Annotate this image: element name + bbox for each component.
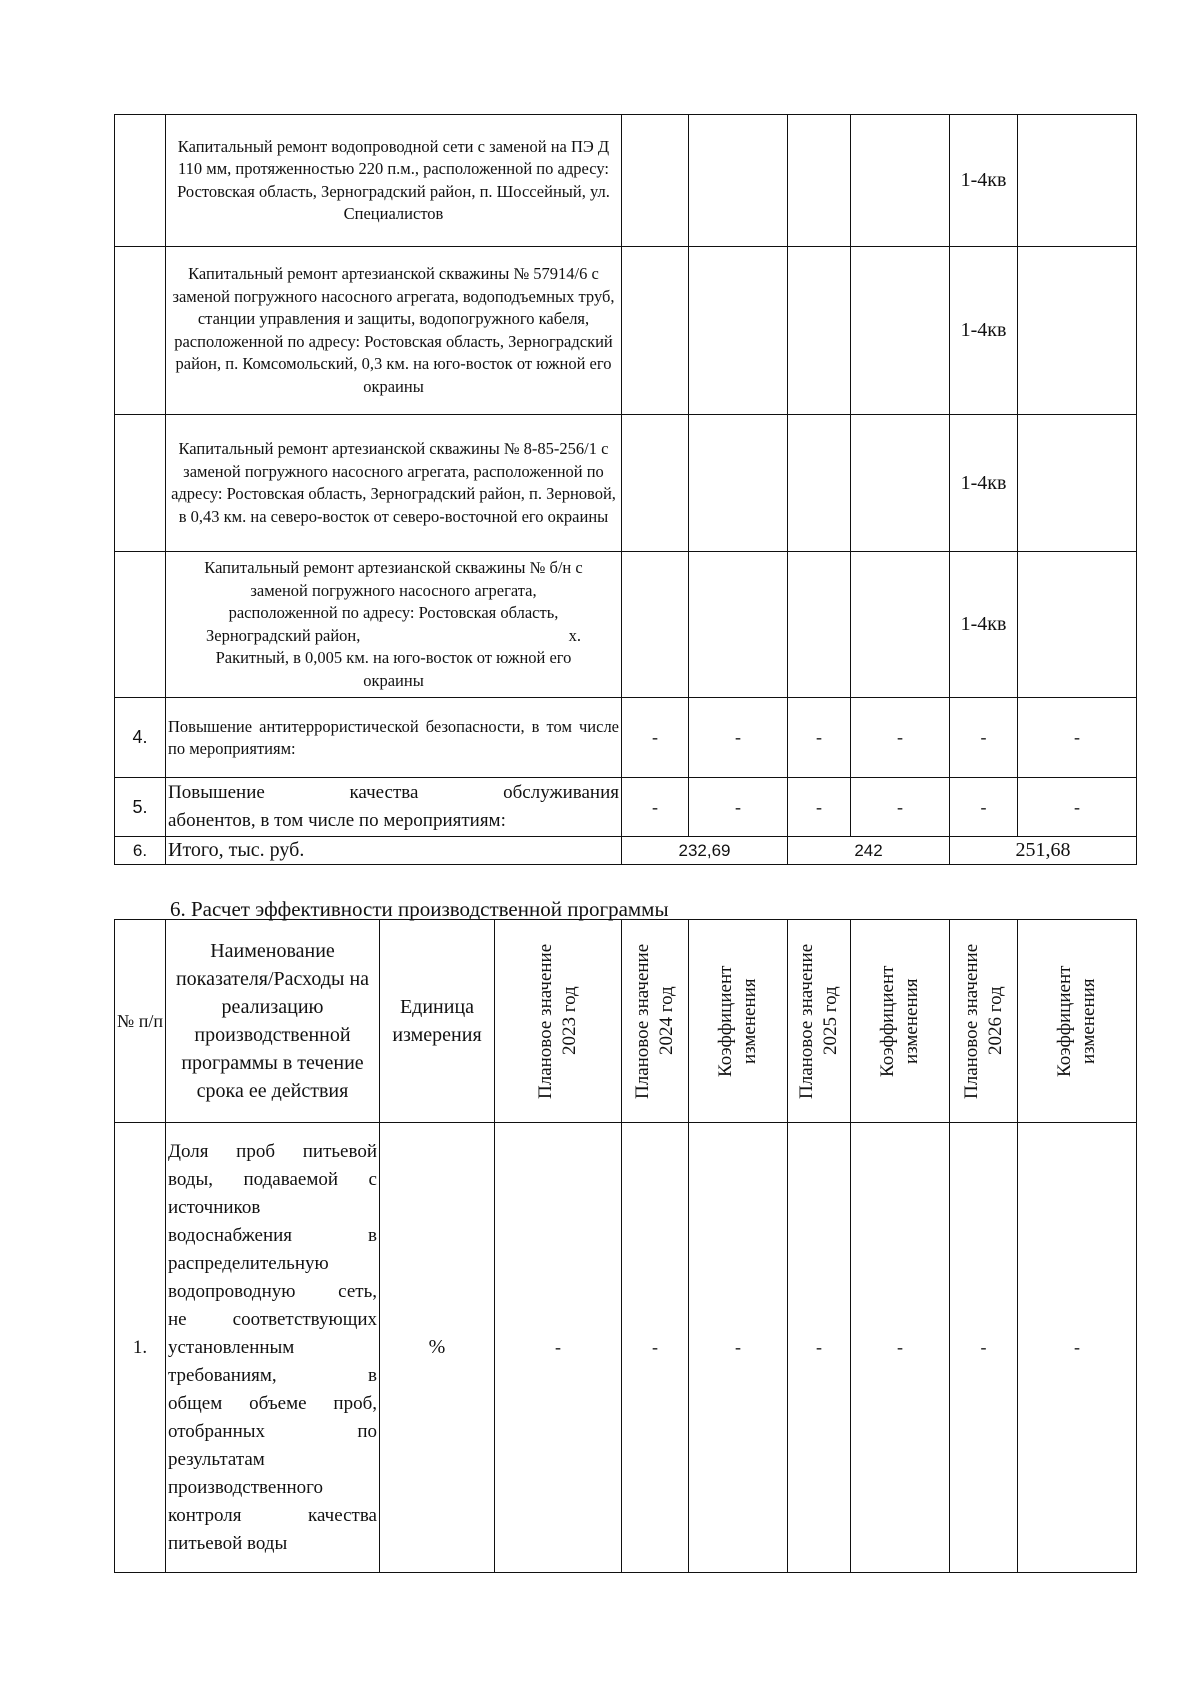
- header-plan-2023: Плановое значение 2023 год: [535, 943, 580, 1099]
- header-coef-2: Коэффициент изменения: [877, 965, 922, 1077]
- row-number: 1.: [115, 1123, 166, 1573]
- section-title: 6. Расчет эффективности производственной программы: [170, 897, 669, 921]
- table-row: [115, 552, 1137, 698]
- measure-period: 1-4кв: [950, 115, 1018, 247]
- measure-period: 1-4кв: [950, 552, 1018, 698]
- header-name: Наименование показателя/Расходы на реализацию производственной программы в течение срока ее действия: [166, 920, 380, 1123]
- table-row: [115, 415, 1137, 552]
- header-coef-1: Коэффициент изменения: [715, 965, 760, 1077]
- header-plan-2025: Плановое значение 2025 год: [796, 943, 841, 1099]
- measure-period: 1-4кв: [950, 415, 1018, 552]
- total-label: Итого, тыс. руб.: [166, 837, 622, 865]
- header-num: № п/п: [115, 920, 166, 1123]
- table-row: 4. Повышение антитеррористической безопасности, в том числе по мероприятиям: - - - - - -: [115, 698, 1137, 778]
- measure-period: 1-4кв: [950, 247, 1018, 415]
- total-2025: 242: [788, 837, 950, 865]
- row-number: 4.: [115, 698, 166, 778]
- measure-description: Капитальный ремонт артезианской скважины № 57914/6 с заменой погружного насосного агрегата, водоподъемных труб, станции управления и защиты, водопогружного кабеля, расположенной по адресу: Ростовская область, Зерноградский район, п. Комсомольский, 0,3 км. на юго-восток от южной его окраины: [166, 247, 622, 415]
- header-unit: Единица измерения: [380, 920, 495, 1123]
- program-table-top: [114, 114, 1137, 865]
- table-row: [115, 115, 1137, 247]
- table-row: 5. Повышение качества обслуживания абонентов, в том числе по мероприятиям: - - - - - -: [115, 778, 1137, 837]
- efficiency-table: [114, 919, 1137, 1573]
- row-text: Повышение качества обслуживания абонентов, в том числе по мероприятиям:: [166, 778, 622, 837]
- total-2024: 232,69: [622, 837, 788, 865]
- header-plan-2026: Плановое значение 2026 год: [960, 943, 1006, 1099]
- measure-description: Капитальный ремонт водопроводной сети с заменой на ПЭ Д 110 мм, протяженностью 220 п.м., расположенной по адресу: Ростовская область, Зерноградский район, п. Шоссейный, ул. Специалистов: [166, 115, 622, 247]
- header-row: [115, 920, 1137, 1123]
- header-plan-2024: Плановое значение 2024 год: [632, 943, 677, 1099]
- measure-description: Капитальный ремонт артезианской скважины № 8-85-256/1 с заменой погружного насосного агрегата, расположенной по адресу: Ростовская область, Зерноградский район, п. Зерновой, в 0,43 км. на северо-восток от северо-восточной его окраины: [166, 415, 622, 552]
- row-number: 6.: [115, 837, 166, 865]
- row-text: Повышение антитеррористической безопасности, в том числе по мероприятиям:: [166, 698, 622, 778]
- indicator-unit: %: [380, 1123, 495, 1573]
- table-row: 1. Доля проб питьевой воды, подаваемой с источников водоснабжения в распределительную водопроводную сеть, не соответствующих установленным требованиям, в общем объеме проб, отобранных по результатам производственного контроля качества питьевой воды % - - - - - - -: [115, 1123, 1137, 1573]
- total-2026: 251,68: [950, 837, 1137, 865]
- total-row: [115, 837, 1137, 865]
- row-number: 5.: [115, 778, 166, 837]
- table-row: [115, 247, 1137, 415]
- indicator-name: Доля проб питьевой воды, подаваемой с источников водоснабжения в распределительную водопроводную сеть, не соответствующих установленным требованиям, в общем объеме проб, отобранных по результатам производственного контроля качества питьевой воды: [166, 1123, 380, 1573]
- measure-description: Капитальный ремонт артезианской скважины № б/н с заменой погружного насосного агрегата, расположенной по адресу: Ростовская область, Зерноградский район, х. Ракитный, в 0,005 км. на юго-восток от южной его окраины: [166, 552, 622, 698]
- header-coef-3: Коэффициент изменения: [1054, 965, 1099, 1077]
